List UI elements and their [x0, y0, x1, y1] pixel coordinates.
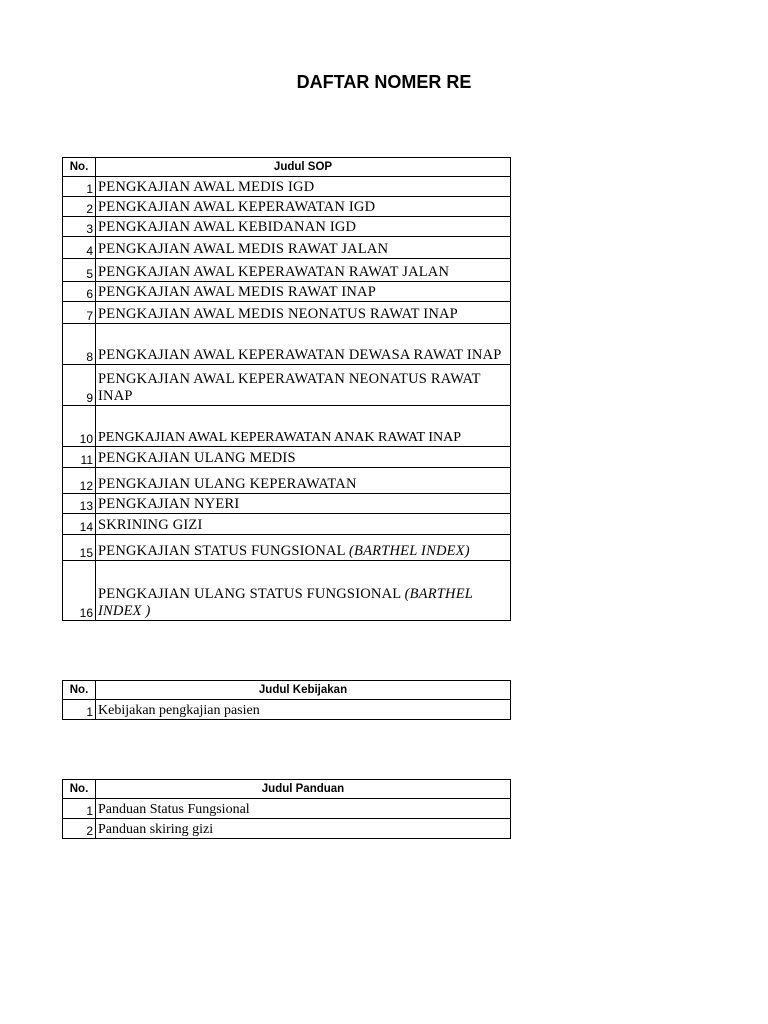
table-row	[63, 324, 511, 365]
kebijakan-table	[62, 680, 511, 720]
table-row	[63, 819, 511, 839]
table-header-row	[63, 158, 511, 177]
row-title: PENGKAJIAN AWAL MEDIS RAWAT JALAN	[96, 237, 511, 259]
table-row	[63, 700, 511, 720]
row-title: PENGKAJIAN AWAL KEPERAWATAN RAWAT JALAN	[96, 259, 511, 282]
row-title: PENGKAJIAN AWAL KEBIDANAN IGD	[96, 217, 511, 237]
row-title: PENGKAJIAN AWAL MEDIS RAWAT INAP	[96, 282, 511, 302]
table-row	[63, 468, 511, 494]
row-title: PENGKAJIAN AWAL KEPERAWATAN ANAK RAWAT INAP	[96, 406, 511, 447]
row-title: PENGKAJIAN AWAL KEPERAWATAN NEONATUS RAWAT INAP	[96, 365, 511, 406]
table-row	[63, 365, 511, 406]
table-row	[63, 514, 511, 535]
row-title: Kebijakan pengkajian pasien	[96, 700, 511, 720]
row-number: 2	[63, 197, 96, 217]
page-title: DAFTAR NOMER RE	[296, 72, 472, 92]
row-title: PENGKAJIAN AWAL MEDIS IGD	[96, 177, 511, 197]
row-title-suffix: (BARTHEL INDEX )	[98, 586, 473, 619]
table-row	[63, 259, 511, 282]
column-header-title: Judul Kebijakan	[96, 681, 511, 700]
row-number: 2	[63, 819, 96, 839]
row-number: 8	[63, 324, 96, 365]
table-row	[63, 197, 511, 217]
row-title: PENGKAJIAN STATUS FUNGSIONAL (BARTHEL INDEX)	[96, 535, 511, 561]
table-row	[63, 561, 511, 621]
row-number: 1	[63, 700, 96, 720]
row-number: 6	[63, 282, 96, 302]
table-row	[63, 406, 511, 447]
row-number: 10	[63, 406, 96, 447]
row-number: 9	[63, 365, 96, 406]
row-number: 4	[63, 237, 96, 259]
row-title: Panduan skiring gizi	[96, 819, 511, 839]
row-title: PENGKAJIAN ULANG STATUS FUNGSIONAL (BARTHEL INDEX )	[96, 561, 511, 621]
row-title: SKRINING GIZI	[96, 514, 511, 535]
row-number: 13	[63, 494, 96, 514]
row-title: PENGKAJIAN AWAL KEPERAWATAN DEWASA RAWAT INAP	[96, 324, 511, 365]
row-title: PENGKAJIAN AWAL MEDIS NEONATUS RAWAT INAP	[96, 302, 511, 324]
column-header-title: Judul Panduan	[96, 780, 511, 799]
row-number: 15	[63, 535, 96, 561]
table-row	[63, 535, 511, 561]
row-number: 11	[63, 447, 96, 468]
row-title: PENGKAJIAN ULANG MEDIS	[96, 447, 511, 468]
row-title: PENGKAJIAN AWAL KEPERAWATAN IGD	[96, 197, 511, 217]
table-row	[63, 302, 511, 324]
table-row	[63, 494, 511, 514]
table-header-row	[63, 780, 511, 799]
row-number: 16	[63, 561, 96, 621]
panduan-table	[62, 779, 511, 839]
row-title: PENGKAJIAN ULANG KEPERAWATAN	[96, 468, 511, 494]
table-row	[63, 282, 511, 302]
table-row	[63, 447, 511, 468]
row-number: 1	[63, 799, 96, 819]
row-number: 12	[63, 468, 96, 494]
row-number: 3	[63, 217, 96, 237]
table-row	[63, 799, 511, 819]
column-header-no: No.	[63, 158, 96, 177]
table-row	[63, 217, 511, 237]
row-title: Panduan Status Fungsional	[96, 799, 511, 819]
column-header-no: No.	[63, 780, 96, 799]
row-number: 5	[63, 259, 96, 282]
column-header-no: No.	[63, 681, 96, 700]
table-header-row	[63, 681, 511, 700]
column-header-title: Judul SOP	[96, 158, 511, 177]
row-title: PENGKAJIAN NYERI	[96, 494, 511, 514]
row-number: 7	[63, 302, 96, 324]
table-row	[63, 177, 511, 197]
row-title-suffix: (BARTHEL INDEX)	[349, 543, 470, 559]
row-number: 1	[63, 177, 96, 197]
row-number: 14	[63, 514, 96, 535]
table-row	[63, 237, 511, 259]
sop-table	[62, 157, 511, 621]
